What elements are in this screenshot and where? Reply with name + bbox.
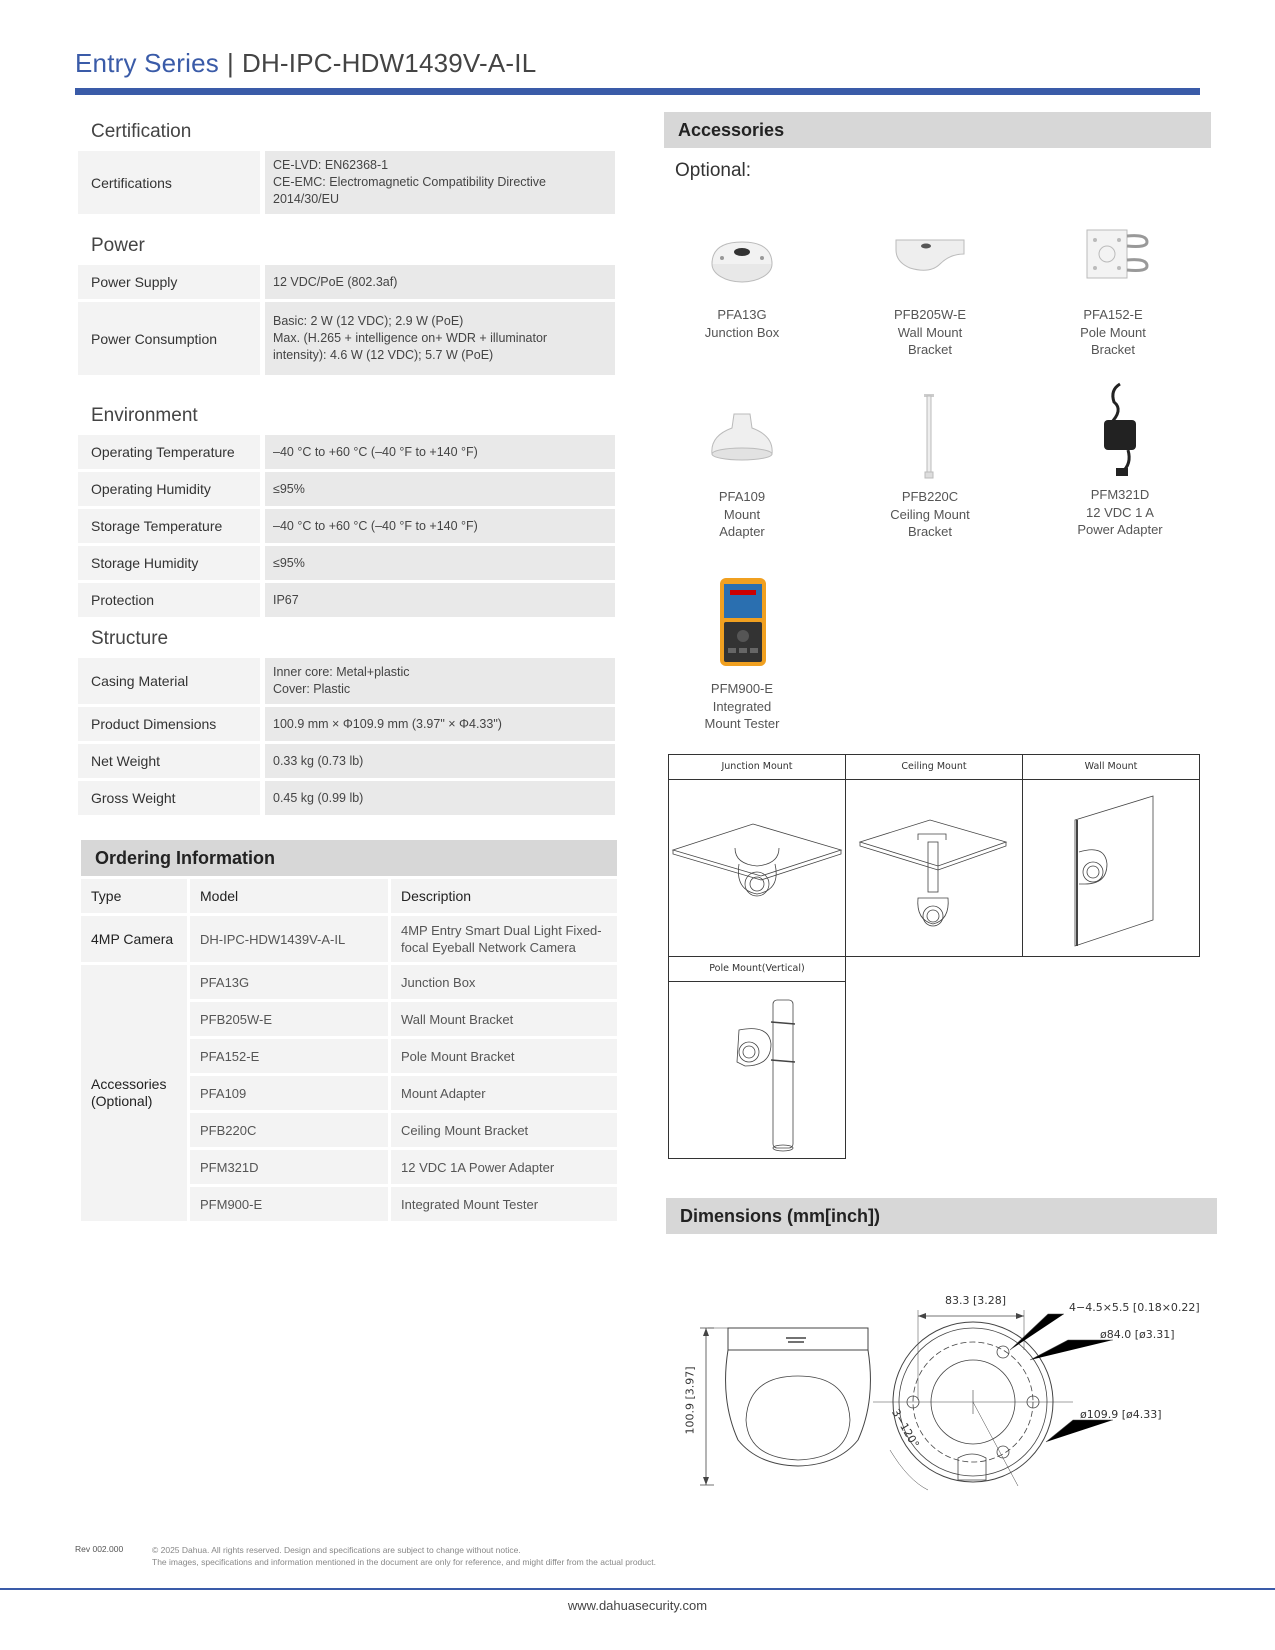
spec-value [265, 707, 615, 741]
spec-value [265, 583, 615, 617]
accessory-pfb220c [855, 392, 1005, 541]
spec-value-line: ≤95% [273, 555, 305, 570]
ordering-camera-model: DH-IPC-HDW1439V-A-IL [190, 916, 388, 962]
spec-row [78, 583, 615, 617]
footer-rule [0, 1588, 1275, 1590]
accessory-line: Bracket [907, 524, 953, 539]
spec-row [78, 744, 615, 778]
spec-label: Operating Humidity [78, 472, 260, 506]
ordering-accessory-description: Mount Adapter [391, 1076, 617, 1110]
accessory-line: Adapter [719, 524, 765, 539]
ordering-accessory-description: Integrated Mount Tester [391, 1187, 617, 1221]
page-title [75, 48, 536, 79]
spec-value [265, 302, 615, 375]
ordering-accessory-description: Pole Mount Bracket [391, 1039, 617, 1073]
ordering-accessory-model: PFA152-E [190, 1039, 388, 1073]
pole-mount-bracket-icon [1073, 220, 1153, 300]
accessory-pfa109 [667, 402, 817, 541]
header-rule [75, 88, 1200, 95]
spec-row [78, 302, 615, 375]
series-name: Entry Series [75, 48, 220, 78]
ordering-accessory-model: PFB205W-E [190, 1002, 388, 1036]
junction-mount-drawing [669, 780, 845, 956]
spec-value-line: 0.33 kg (0.73 lb) [273, 753, 364, 768]
accessory-pfm321d [1045, 380, 1195, 539]
spec-value [265, 744, 615, 778]
spec-value-line: 0.45 kg (0.99 lb) [273, 790, 364, 805]
spec-label: Gross Weight [78, 781, 260, 815]
spec-row [78, 435, 615, 469]
spec-label: Protection [78, 583, 260, 617]
spec-label: Casing Material [78, 658, 260, 704]
height-dimension: 100.9 [3.97] [683, 1366, 697, 1435]
spec-row [78, 658, 615, 704]
spec-value-line: ≤95% [273, 481, 305, 496]
accessory-line: PFB205W-E [893, 307, 966, 322]
accessories-title: Accessories [664, 112, 1211, 148]
spec-row [78, 151, 615, 214]
footer-legal [152, 1544, 656, 1568]
accessory-pfb205w-e [855, 220, 1005, 359]
spec-value [265, 472, 615, 506]
spec-value-line: 2014/30/EU [273, 192, 340, 206]
accessory-line: Junction Box [704, 324, 780, 340]
diameter-dimension: ø109.9 [ø4.33] [1080, 1408, 1162, 1421]
ordering-accessory-model: PFB220C [190, 1113, 388, 1147]
ordering-accessory-model: PFA13G [190, 965, 388, 999]
accessory-line: PFA152-E [1083, 307, 1143, 322]
optional-label: Optional: [675, 160, 752, 181]
spec-label: Certifications [78, 151, 260, 214]
accessory-line: PFA13G [717, 307, 767, 322]
mount-label: Wall Mount [1023, 755, 1199, 780]
angle-dimension: 3−120° [889, 1406, 922, 1451]
spec-row [78, 265, 615, 299]
ceiling-mount-bracket-icon [890, 392, 970, 482]
pole-mount-drawing [669, 982, 845, 1158]
title-separator: | [227, 48, 234, 78]
ordering-accessory-description: Junction Box [391, 965, 617, 999]
spec-value-line: Basic: 2 W (12 VDC); 2.9 W (PoE) [273, 314, 464, 328]
spec-row [78, 781, 615, 815]
copyright: © 2025 Dahua. All rights reserved. Design and specifications are subject to change without notice. [152, 1545, 521, 1555]
spec-value-line: intensity): 4.6 W (12 VDC); 5.7 W (PoE) [273, 348, 494, 362]
ordering-camera-type: 4MP Camera [81, 916, 187, 962]
section-title: Power [91, 235, 145, 256]
accessory-pfm900-e [667, 574, 817, 733]
pcd-dimension: ø84.0 [ø3.31] [1100, 1328, 1175, 1341]
spec-value-line: 100.9 mm × Φ109.9 mm (3.97" × Φ4.33") [273, 716, 502, 731]
ceiling-mount-diagram [845, 754, 1023, 957]
spec-label: Storage Humidity [78, 546, 260, 580]
accessory-line: Wall Mount [897, 324, 963, 340]
disclaimer: The images, specifications and information mentioned in the document are only for reference, and might differ from the actual product. [152, 1557, 656, 1567]
spec-table [78, 113, 615, 818]
spec-value-line: Inner core: Metal+plastic [273, 665, 410, 679]
ordering-accessory-description: Wall Mount Bracket [391, 1002, 617, 1036]
accessories-type-line: (Optional) [91, 1093, 153, 1109]
ordering-accessory-description: Ceiling Mount Bracket [391, 1113, 617, 1147]
pole-mount-diagram [668, 956, 846, 1159]
wall-mount-diagram [1022, 754, 1200, 957]
accessory-line: Bracket [1090, 342, 1136, 357]
spec-value-line: CE-LVD: EN62368-1 [273, 158, 389, 172]
spec-value [265, 151, 615, 214]
spec-value-line: IP67 [273, 592, 299, 607]
accessory-pfa152-e [1038, 220, 1188, 359]
accessory-line: Ceiling Mount [890, 506, 970, 522]
accessory-line: PFA109 [718, 489, 766, 504]
ordering-header-model: Model [190, 879, 388, 913]
ordering-accessory-model: PFM900-E [190, 1187, 388, 1221]
camera-description-line: 4MP Entry Smart Dual Light Fixed- [401, 923, 602, 938]
camera-description-line: focal Eyeball Network Camera [401, 940, 576, 955]
spec-row [78, 472, 615, 506]
section-title: Structure [91, 628, 169, 649]
accessory-line: Power Adapter [1077, 522, 1163, 537]
dimensions-drawing [668, 1290, 1208, 1500]
accessories-type-line: Accessories [91, 1076, 167, 1092]
junction-box-icon [702, 220, 782, 300]
accessory-line: Mount Tester [704, 716, 780, 731]
spec-label: Product Dimensions [78, 707, 260, 741]
spec-value [265, 781, 615, 815]
spec-value-line: –40 °C to +60 °C (–40 °F to +140 °F) [273, 518, 478, 533]
spec-value-line: –40 °C to +60 °C (–40 °F to +140 °F) [273, 444, 478, 459]
mount-label: Junction Mount [669, 755, 845, 780]
ordering-accessories-type [81, 965, 187, 1221]
junction-mount-diagram [668, 754, 846, 957]
ordering-information [81, 840, 617, 1221]
mount-label: Ceiling Mount [846, 755, 1022, 780]
ordering-accessory-model: PFM321D [190, 1150, 388, 1184]
accessory-line: PFM321D [1090, 487, 1150, 502]
spec-label: Operating Temperature [78, 435, 260, 469]
spec-value-line: Max. (H.265 + intelligence on+ WDR + illuminator [273, 331, 548, 345]
accessory-line: Mount [723, 506, 761, 522]
spec-label: Power Supply [78, 265, 260, 299]
spec-value [265, 435, 615, 469]
mount-tester-icon [702, 574, 782, 674]
spec-value-line: CE-EMC: Electromagnetic Compatibility Directive [273, 175, 546, 189]
spec-value [265, 265, 615, 299]
revision: Rev 002.000 [75, 1544, 124, 1554]
spec-label: Net Weight [78, 744, 260, 778]
mount-adapter-icon [702, 402, 782, 482]
accessory-line: Bracket [907, 342, 953, 357]
dimension-lines [668, 1290, 1208, 1500]
accessory-line: 12 VDC 1 A [1086, 504, 1154, 520]
model-name: DH-IPC-HDW1439V-A-IL [241, 48, 537, 78]
spec-value-line: 12 VDC/PoE (802.3af) [273, 274, 398, 289]
ordering-header-type: Type [81, 879, 187, 913]
ordering-table [81, 879, 617, 1221]
ordering-header-description: Description [391, 879, 617, 913]
wall-mount-drawing [1023, 780, 1199, 956]
section-title: Environment [91, 405, 198, 426]
accessory-line: PFM900-E [710, 681, 774, 696]
mount-diagrams [668, 754, 1200, 1160]
accessory-line: PFB220C [901, 489, 959, 504]
ordering-camera-description [391, 916, 617, 962]
spec-row [78, 546, 615, 580]
mount-label: Pole Mount(Vertical) [669, 957, 845, 982]
spec-value [265, 509, 615, 543]
section-title: Certification [91, 121, 192, 142]
accessory-line: Integrated [712, 698, 772, 714]
spec-value [265, 546, 615, 580]
ordering-accessory-model: PFA109 [190, 1076, 388, 1110]
ordering-accessory-description: 12 VDC 1A Power Adapter [391, 1150, 617, 1184]
ordering-title: Ordering Information [81, 840, 617, 876]
holes-dimension: 4−4.5×5.5 [0.18×0.22] [1069, 1301, 1200, 1314]
spec-label: Power Consumption [78, 302, 260, 375]
spec-value-line: Cover: Plastic [273, 682, 351, 696]
spec-row [78, 509, 615, 543]
power-adapter-icon [1080, 380, 1160, 480]
accessory-line: Pole Mount [1080, 324, 1146, 340]
dimensions-title: Dimensions (mm[inch]) [666, 1198, 1217, 1234]
ceiling-mount-drawing [846, 780, 1022, 956]
spec-value [265, 658, 615, 704]
accessory-pfa13g [667, 220, 817, 341]
website-link[interactable]: www.dahuasecurity.com [567, 1598, 708, 1613]
hole-spacing-dimension: 83.3 [3.28] [945, 1294, 1007, 1307]
spec-label: Storage Temperature [78, 509, 260, 543]
wall-mount-bracket-icon [890, 220, 970, 300]
spec-row [78, 707, 615, 741]
